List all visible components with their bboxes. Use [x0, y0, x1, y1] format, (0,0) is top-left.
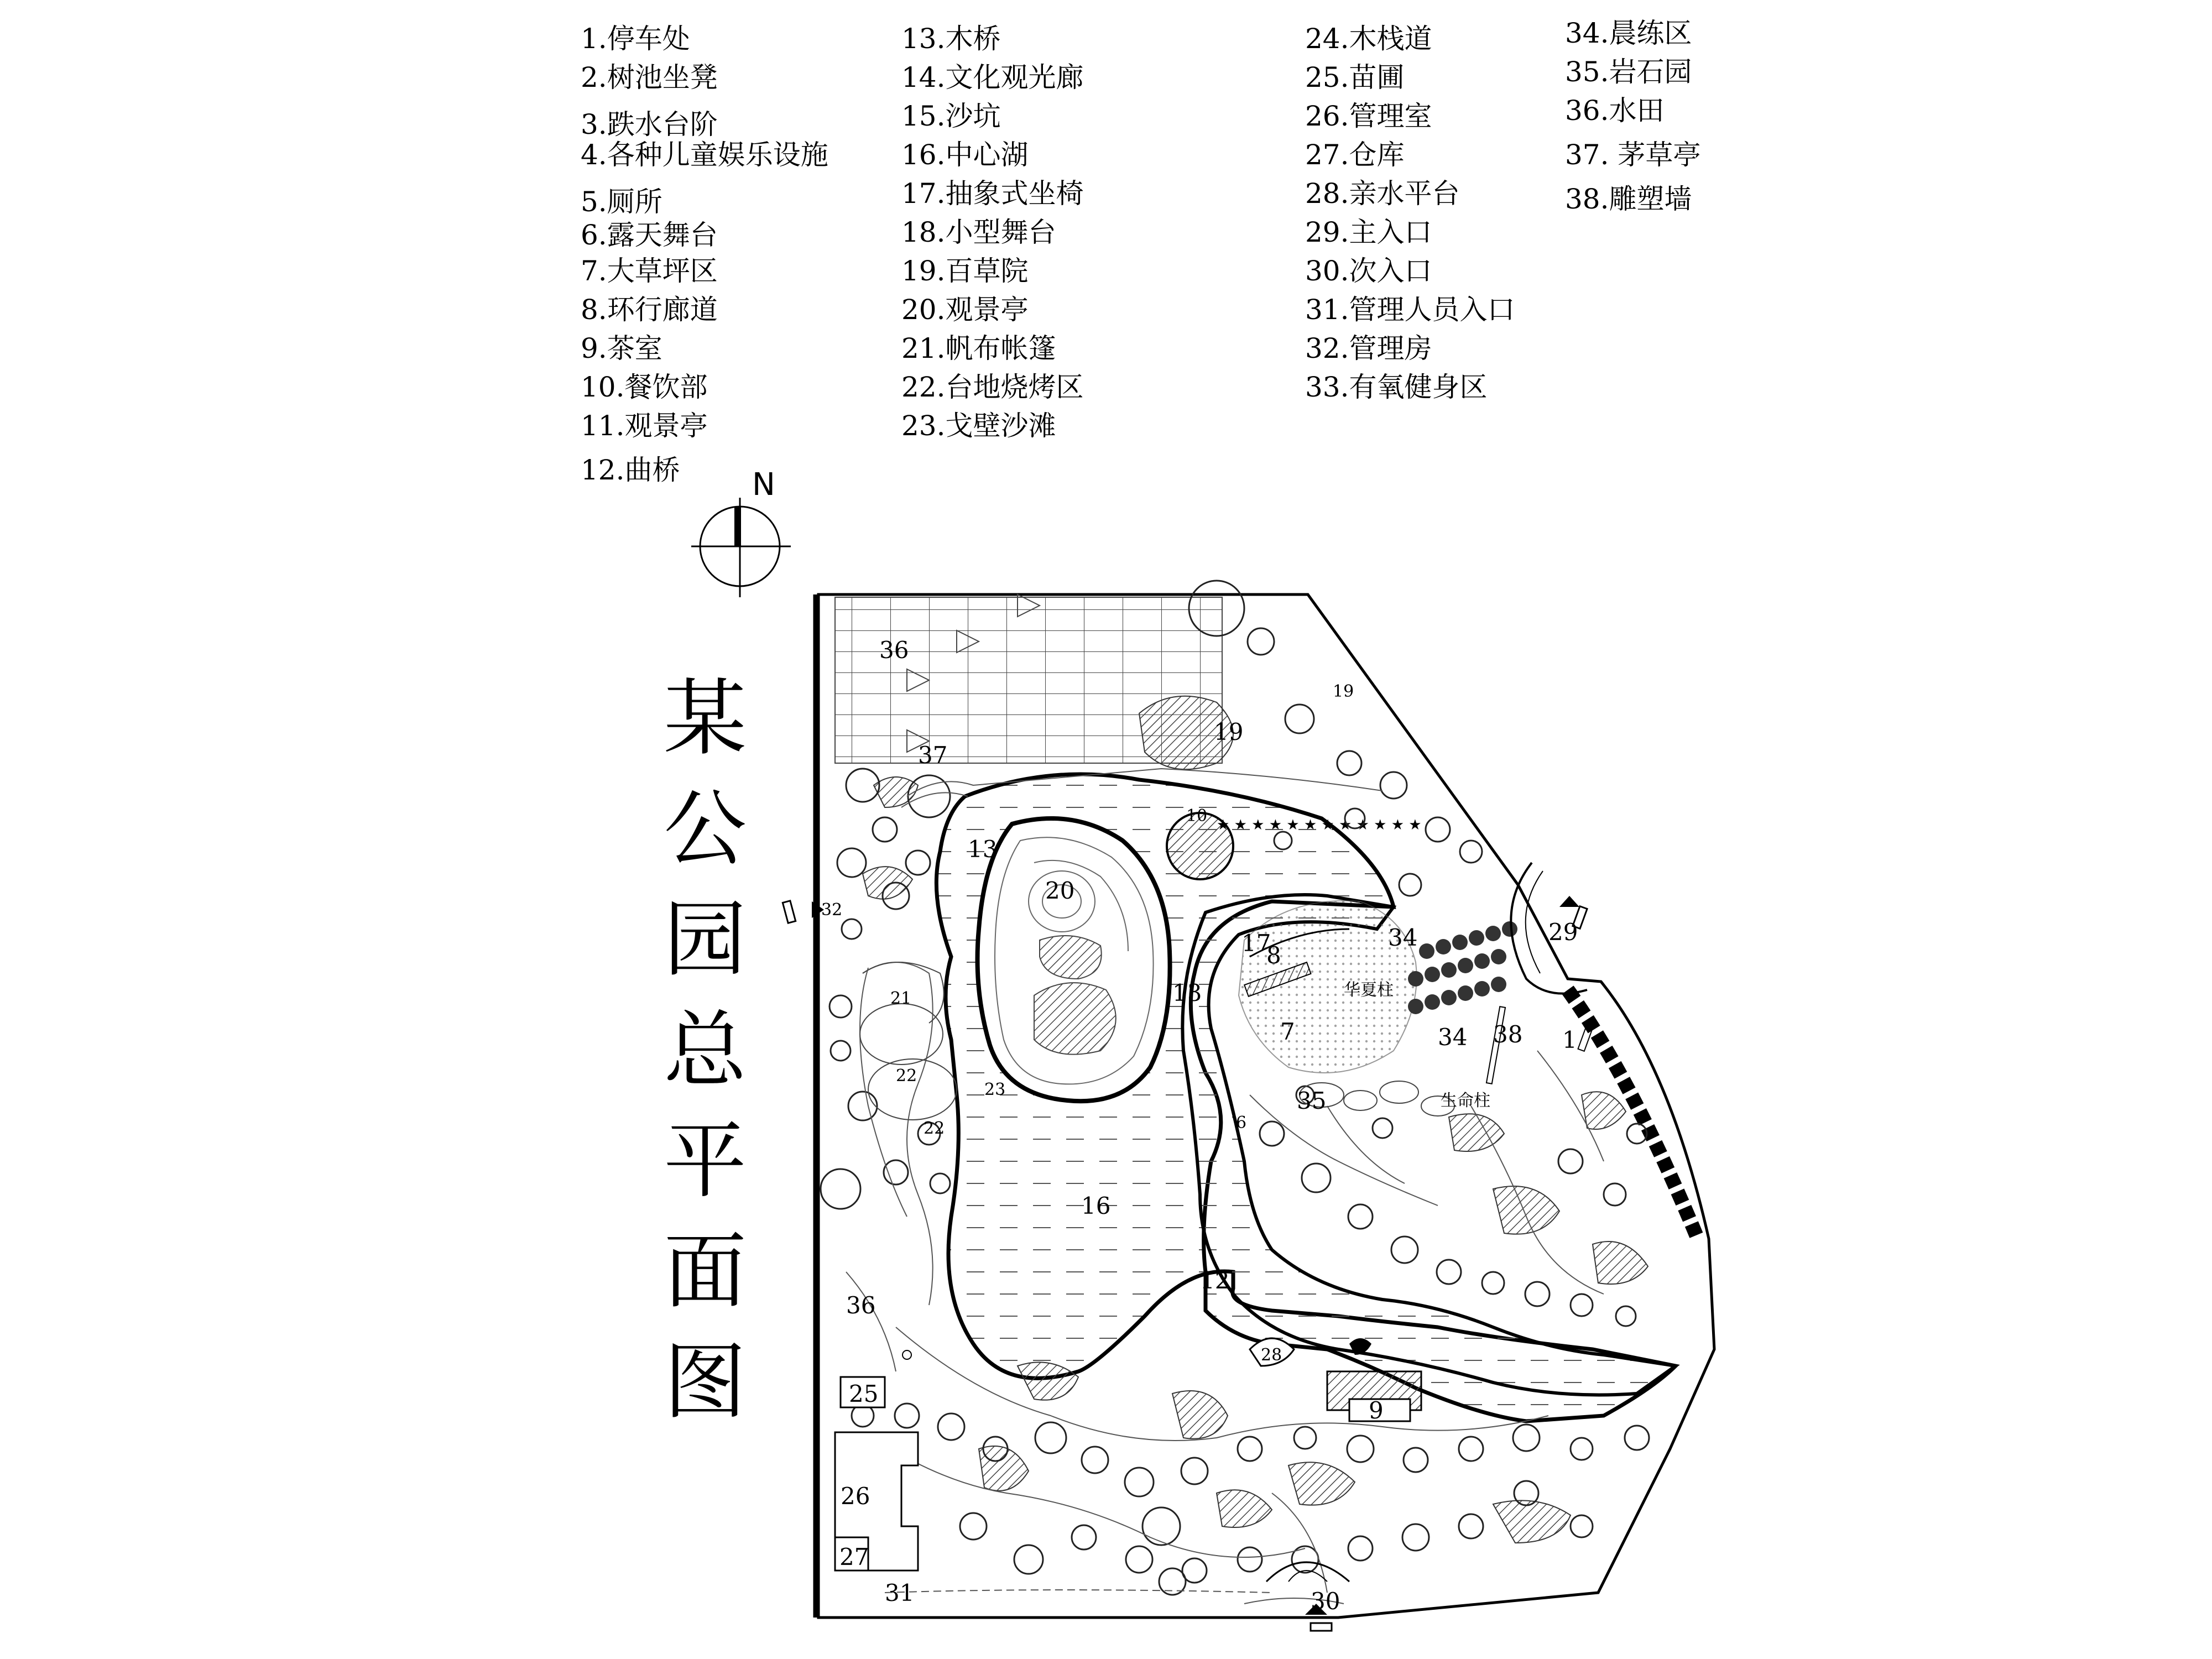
legend-item: 5.厕所: [581, 186, 662, 218]
star-row: [1217, 817, 1422, 833]
plan-label: 31: [885, 1579, 915, 1606]
legend-item: 23.戈壁沙滩: [901, 410, 1056, 442]
legend-item: 9.茶室: [581, 332, 662, 364]
title-char: 公: [664, 781, 747, 878]
plan-label: 27: [839, 1543, 869, 1571]
title-char: 面: [664, 1224, 747, 1320]
plan-label: 26: [841, 1483, 870, 1510]
plan-label: 8: [1266, 942, 1281, 969]
legend-item: 31.管理人员入口: [1305, 294, 1515, 326]
plan-label: 10: [1186, 806, 1208, 826]
plan-label: 20: [1045, 877, 1075, 904]
legend-item: 30.次入口: [1305, 255, 1432, 287]
legend-item: 36.水田: [1565, 95, 1665, 127]
plan-label: 34: [1438, 1024, 1468, 1051]
legend-item: 35.岩石园: [1565, 56, 1692, 88]
legend-item: 33.有氧健身区: [1305, 371, 1488, 403]
legend-item: 37. 茅草亭: [1565, 139, 1701, 171]
plan-label: 16: [1081, 1192, 1111, 1219]
legend-item: 22.台地烧烤区: [901, 371, 1084, 403]
legend-item: 21.帆布帐篷: [901, 332, 1056, 364]
plan-label: 30: [1311, 1588, 1340, 1615]
north-label: N: [752, 467, 775, 503]
plan-label: 28: [1261, 1345, 1282, 1365]
legend-item: 24.木栈道: [1305, 23, 1432, 55]
legend-item: 6.露天舞台: [581, 219, 718, 251]
plan-label: 7: [1280, 1018, 1295, 1045]
legend-item: 20.观景亭: [901, 294, 1029, 326]
plan-label: 6: [1236, 1113, 1247, 1133]
legend-item: 34.晨练区: [1565, 17, 1692, 49]
legend-item: 27.仓库: [1305, 139, 1405, 171]
legend-item: 11.观景亭: [581, 410, 708, 442]
plan-label: 1: [1562, 1026, 1577, 1053]
plan-label: 36: [846, 1292, 876, 1319]
title-char: 园: [664, 892, 747, 988]
plan-label: 12: [1200, 1267, 1230, 1294]
plan-label: 22: [896, 1066, 917, 1086]
plan-label: 17: [1241, 930, 1271, 957]
plan-label: 38: [1493, 1021, 1523, 1048]
plan-label: 13: [968, 836, 998, 863]
plan-label: 23: [984, 1080, 1006, 1099]
legend-item: 32.管理房: [1305, 332, 1432, 364]
plan-label: 34: [1388, 924, 1418, 951]
plan-label: 9: [1369, 1397, 1384, 1424]
title-char: 平: [664, 1113, 747, 1209]
north-arrow-icon: [691, 467, 791, 597]
plan-label: 32: [821, 900, 843, 920]
plan-label: 35: [1297, 1087, 1327, 1114]
legend-item: 7.大草坪区: [581, 255, 718, 287]
legend-item: 14.文化观光廊: [901, 61, 1084, 93]
legend-item: 3.跌水台阶: [581, 108, 718, 140]
legend-item: 8.环行廊道: [581, 294, 718, 326]
legend-item: 12.曲桥: [581, 454, 680, 486]
plan-label: 22: [924, 1119, 945, 1138]
legend-item: 10.餐饮部: [581, 371, 708, 403]
plan-label: 37: [918, 742, 948, 769]
tree-rows: [1408, 921, 1517, 1014]
plan-label: 25: [849, 1380, 879, 1407]
legend-item: 28.亲水平台: [1305, 178, 1460, 210]
plan-label: 华夏柱: [1344, 980, 1394, 1000]
legend-item: 38.雕塑墙: [1565, 183, 1692, 215]
legend-item: 15.沙坑: [901, 100, 1001, 132]
legend-item: 26.管理室: [1305, 100, 1432, 132]
title-char: 图: [664, 1334, 747, 1431]
plan-label: 36: [879, 637, 909, 664]
legend-item: 18.小型舞台: [901, 216, 1056, 248]
legend-item: 19.百草院: [901, 255, 1029, 287]
svg-text:★ ★ ★ ★ ★ ★ ★ ★ ★ ★ ★ ★: ★ ★ ★ ★ ★ ★ ★ ★ ★ ★ ★ ★: [1217, 817, 1422, 833]
plan-label: 13: [1172, 979, 1202, 1006]
legend-item: 13.木桥: [901, 23, 1001, 55]
legend-item: 16.中心湖: [901, 139, 1029, 171]
title-char: 某: [664, 671, 747, 767]
legend-item: 29.主入口: [1305, 216, 1432, 248]
plan-label: 21: [890, 989, 912, 1008]
legend-item: 1.停车处: [581, 23, 690, 55]
legend-item: 4.各种儿童娱乐设施: [581, 139, 828, 171]
legend-item: 2.树池坐凳: [581, 61, 718, 93]
legend-item: 17.抽象式坐椅: [901, 178, 1084, 210]
plan-label: 19: [1333, 682, 1354, 701]
plan-label: 19: [1214, 718, 1244, 745]
plan-label: 29: [1548, 919, 1578, 946]
plan-label: 生命柱: [1441, 1091, 1490, 1110]
legend-item: 25.苗圃: [1305, 61, 1405, 93]
title-char: 总: [664, 1003, 747, 1099]
